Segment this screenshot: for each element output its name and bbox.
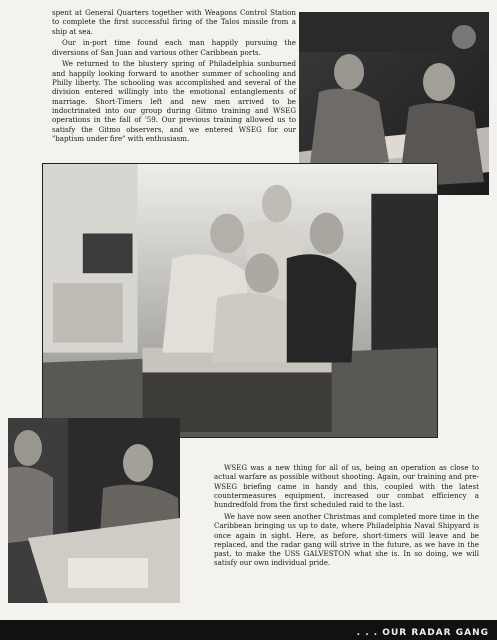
bottom-text-column bbox=[214, 463, 479, 570]
bottom-paragraph-1: WSEG was a new thing for all of us, being an operation as close to actual warfare as possible without shooting. Again, our training and pre-WSEG briefing came in handy and this, coupled with the latest countermeasures equipment, increased our combat efficiency a hundredfold from the first scheduled raid to the last. bbox=[214, 463, 479, 510]
top-text-column bbox=[52, 8, 296, 146]
photo-radar-gang-group bbox=[42, 163, 438, 438]
top-paragraph-2: Our in-port time found each man happily pursuing the diversions of San Juan and various other Caribbean ports. bbox=[52, 38, 296, 57]
top-paragraph-1: spent at General Quarters together with Weapons Control Station to complete the first successful firing of the Talos missile from a ship at sea. bbox=[52, 8, 296, 36]
top-paragraph-3: We returned to the blustery spring of Philadelphia sunburned and happily looking forward to another summer of schooling and Philly liberty. The schooling was accomplished and several of the division entered willingly into the emotional entanglements of marriage. Short-Timers left and new men arrived to be indoctrinated into our group during Gitmo training and WSEG operations in the fall of '59. Our previous training allowed us to satisfy the Gitmo observers, and we entered WSEG for our "baptism under fire" with enthusiasm. bbox=[52, 59, 296, 143]
footer-title: . . . OUR RADAR GANG bbox=[356, 628, 489, 638]
bottom-paragraph-2: We have now seen another Christmas and completed more time in the Caribbean bringing us up to date, where Philadelphia Naval Shipyard is once again in sight. Here, as before, short-timers will leave and be replaced, and the radar gang will strive in the future, as we have in the past, to make the USS GALVESTON what she is. In so doing, we will satisfy our own individual pride. bbox=[214, 511, 479, 568]
photo-officers-at-desk bbox=[8, 418, 180, 603]
footer-band bbox=[0, 620, 497, 640]
